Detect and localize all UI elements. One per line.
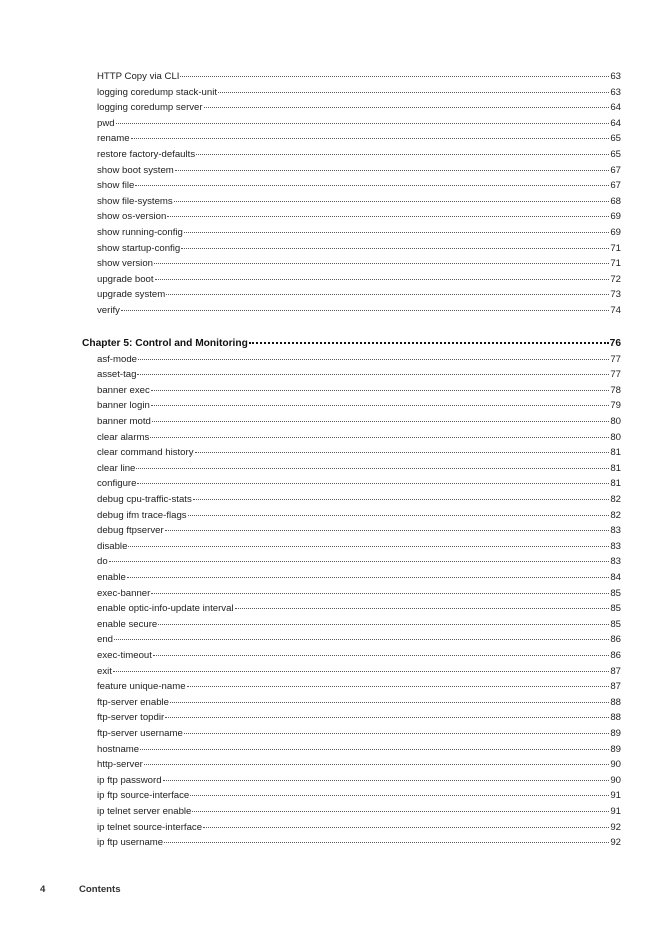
toc-entry-label: show os-version (97, 211, 167, 223)
toc-entry-page: 86 (610, 649, 621, 661)
toc-entry-label: ip ftp source-interface (97, 790, 190, 802)
toc-entry-page: 73 (610, 289, 621, 301)
toc-entry-label: show version (97, 258, 153, 270)
toc-entry[interactable] (97, 572, 621, 584)
toc-entry-page: 85 (610, 618, 621, 630)
toc-entry-label: show boot system (97, 164, 174, 176)
toc-entry-label: upgrade system (97, 289, 166, 301)
toc-entry-page: 69 (610, 227, 621, 238)
toc-entry[interactable] (97, 416, 621, 428)
dot-leader (164, 842, 609, 843)
toc-entry-label: ip ftp password (97, 774, 162, 786)
toc-entry-label: verify (97, 305, 120, 316)
dot-leader (131, 138, 610, 139)
toc-entry-label: clear alarms (97, 431, 150, 443)
toc-entry-label: enable secure (97, 618, 158, 630)
toc-entry[interactable] (97, 603, 621, 615)
toc-entry-page: 67 (610, 180, 621, 192)
toc-entry[interactable] (97, 541, 621, 553)
toc-entry-label: do (97, 556, 108, 568)
toc-entry-label: Chapter 5: Control and Monitoring (82, 338, 248, 349)
toc-entry-page: 91 (610, 805, 621, 817)
dot-leader (188, 515, 610, 516)
toc-entry-page: 84 (610, 571, 621, 583)
toc-entry[interactable] (97, 806, 621, 818)
toc-entry-page: 63 (610, 86, 621, 98)
toc-entry[interactable] (97, 289, 621, 301)
toc-entry[interactable] (97, 400, 621, 412)
toc-entry[interactable] (97, 478, 621, 490)
toc-entry-label: pwd (97, 117, 115, 129)
dot-leader (113, 671, 609, 672)
toc-entry-label: exec-timeout (97, 649, 152, 661)
toc-entry-page: 83 (610, 540, 621, 552)
toc-entry-label: clear line (97, 462, 136, 474)
toc-entry[interactable] (97, 775, 621, 787)
toc-entry-label: ftp-server enable (97, 696, 169, 708)
toc-entry-label: HTTP Copy via CLI (97, 71, 180, 82)
dot-leader (151, 390, 610, 391)
toc-entry-page: 92 (610, 821, 621, 833)
toc-entry[interactable] (97, 102, 621, 114)
toc-entry[interactable] (97, 133, 621, 145)
toc-entry-label: disable (97, 540, 128, 552)
toc-entry-page: 65 (610, 133, 621, 145)
toc-entry[interactable] (97, 510, 621, 522)
toc-entry[interactable] (97, 211, 621, 223)
toc-entry-page: 82 (610, 509, 621, 521)
toc-entry-page: 92 (610, 837, 621, 849)
toc-entry-page: 89 (610, 743, 621, 755)
dot-leader (184, 733, 609, 734)
toc-chapter-heading[interactable] (82, 338, 621, 350)
toc-entry-page: 71 (610, 258, 621, 270)
toc-entry[interactable] (97, 697, 621, 709)
toc-entry[interactable] (97, 634, 621, 646)
toc-entry[interactable] (97, 556, 621, 568)
toc-entry[interactable] (97, 712, 621, 724)
toc-entry[interactable] (97, 494, 621, 506)
toc-entry-label: enable (97, 571, 126, 583)
dot-leader (151, 405, 610, 406)
toc-entry-label: logging coredump server (97, 102, 203, 114)
toc-entry-label: rename (97, 133, 130, 145)
toc-entry-page: 82 (610, 493, 621, 505)
toc-entry[interactable] (97, 837, 621, 849)
dot-leader (204, 107, 610, 108)
dot-leader (196, 154, 609, 155)
toc-entry[interactable] (97, 274, 621, 286)
dot-leader (137, 483, 609, 484)
toc-entry-label: hostname (97, 743, 140, 755)
toc-entry-label: banner motd (97, 415, 151, 427)
toc-entry-page: 76 (609, 338, 621, 349)
dot-leader (190, 795, 609, 796)
dot-leader (140, 749, 609, 750)
toc-entry-label: configure (97, 478, 137, 490)
toc-entry[interactable] (97, 650, 621, 662)
toc-entry[interactable] (97, 180, 621, 192)
toc-entry[interactable] (97, 728, 621, 740)
toc-entry[interactable] (97, 354, 621, 366)
toc-entry-page: 80 (610, 415, 621, 427)
toc-entry-page: 81 (610, 447, 621, 459)
toc-entry-page: 77 (610, 369, 621, 381)
toc-entry-page: 65 (610, 149, 621, 160)
toc-entry[interactable] (97, 305, 621, 317)
toc-entry-label: show file-systems (97, 195, 173, 207)
toc-entry[interactable] (97, 822, 621, 834)
toc-entry-label: exit (97, 665, 112, 677)
toc-entry-page: 91 (610, 790, 621, 802)
toc-entry-page: 80 (610, 431, 621, 443)
dot-leader (184, 232, 609, 233)
toc-entry-page: 63 (610, 71, 621, 82)
toc-entry[interactable] (97, 432, 621, 444)
dot-leader (114, 639, 609, 640)
toc-entry[interactable] (97, 666, 621, 678)
toc-entry-page: 87 (610, 681, 621, 693)
toc-entry[interactable] (97, 681, 621, 693)
toc-entry-page: 74 (610, 305, 621, 316)
dot-leader (195, 452, 610, 453)
dot-leader (218, 92, 609, 93)
toc-entry-label: debug ifm trace-flags (97, 509, 187, 521)
dot-leader (181, 248, 609, 249)
toc-entry-page: 68 (610, 195, 621, 207)
toc-entry-label: ip telnet server enable (97, 805, 192, 817)
toc-entry[interactable] (97, 227, 621, 239)
dot-leader (153, 655, 609, 656)
toc-entry[interactable] (97, 759, 621, 771)
toc-entry[interactable] (97, 243, 621, 255)
toc-entry-label: debug cpu-traffic-stats (97, 493, 192, 505)
toc-entry-page: 85 (610, 587, 621, 599)
toc-entry-page: 67 (610, 164, 621, 176)
toc-entry[interactable] (97, 87, 621, 99)
dot-leader (138, 359, 609, 360)
toc-entry-page: 81 (610, 462, 621, 474)
dot-leader (180, 76, 609, 77)
toc-entry[interactable] (97, 196, 621, 208)
toc-entry[interactable] (97, 118, 621, 130)
toc-entry-page: 79 (610, 400, 621, 412)
dot-leader (136, 468, 609, 469)
toc-entry-label: show running-config (97, 227, 183, 238)
toc-entry-page: 90 (610, 774, 621, 786)
toc-entry-label: ftp-server topdir (97, 712, 165, 724)
toc-entry[interactable] (97, 149, 621, 161)
toc-entry-label: exec-banner (97, 587, 151, 599)
toc-entry-label: ip telnet source-interface (97, 821, 203, 833)
toc-entry-label: logging coredump stack-unit (97, 86, 217, 98)
toc-entry-page: 83 (610, 525, 621, 537)
dot-leader (151, 593, 609, 594)
toc-entry[interactable] (97, 258, 621, 270)
toc-entry[interactable] (97, 790, 621, 802)
dot-leader (135, 185, 609, 186)
toc-entry-page: 86 (610, 634, 621, 646)
toc-entry-label: banner exec (97, 384, 150, 396)
toc-entry[interactable] (97, 463, 621, 475)
dot-leader (235, 608, 610, 609)
toc-entry-page: 85 (610, 603, 621, 615)
toc-entry[interactable] (97, 525, 621, 537)
toc-entry-page: 64 (610, 102, 621, 114)
toc-entry-label: http-server (97, 759, 143, 771)
toc-entry-page: 81 (610, 478, 621, 490)
toc-entry[interactable] (97, 71, 621, 83)
toc-entry-label: clear command history (97, 447, 194, 459)
toc-entry-page: 69 (610, 211, 621, 223)
dot-leader (175, 170, 610, 171)
toc-entry-label: feature unique-name (97, 681, 186, 693)
toc-entry[interactable] (97, 588, 621, 600)
dot-leader (167, 216, 609, 217)
dot-leader (128, 546, 609, 547)
dot-leader (116, 123, 610, 124)
toc-entry-page: 64 (610, 117, 621, 129)
toc-entry-label: show startup-config (97, 242, 181, 254)
dot-leader (109, 561, 610, 562)
toc-entry-label: debug ftpserver (97, 525, 164, 537)
dot-leader (152, 421, 609, 422)
toc-entry-page: 88 (610, 712, 621, 724)
toc-entry-page: 77 (610, 353, 621, 365)
toc-entry-label: show file (97, 180, 135, 192)
dot-leader (174, 201, 610, 202)
dot-leader (192, 811, 609, 812)
toc-entry-label: ip ftp username (97, 837, 164, 849)
dot-leader (158, 624, 609, 625)
dot-leader (170, 702, 609, 703)
toc-entry-label: ftp-server username (97, 727, 183, 739)
toc-entry-label: restore factory-defaults (97, 149, 196, 160)
dot-leader (144, 764, 609, 765)
toc-entry-label: enable optic-info-update interval (97, 603, 234, 615)
toc-entry-label: asset-tag (97, 369, 137, 381)
dot-leader (150, 437, 609, 438)
toc-entry[interactable] (97, 165, 621, 177)
dot-leader (155, 279, 610, 280)
dot-leader (165, 717, 609, 718)
toc-entry-page: 78 (610, 384, 621, 396)
dot-leader (187, 686, 610, 687)
dot-leader (166, 294, 609, 295)
dot-leader (137, 374, 609, 375)
toc-entry[interactable] (97, 744, 621, 756)
dot-leader (154, 263, 609, 264)
toc-entry-page: 90 (610, 759, 621, 771)
dot-leader (121, 310, 609, 311)
toc-entry-page: 71 (610, 242, 621, 254)
dot-leader (203, 827, 609, 828)
toc-entry-page: 89 (610, 727, 621, 739)
toc-entry-label: end (97, 634, 114, 646)
dot-leader (249, 342, 609, 344)
toc-entry[interactable] (97, 369, 621, 381)
toc-entry-label: upgrade boot (97, 273, 154, 285)
toc-entry-page: 72 (610, 273, 621, 285)
toc-entry-page: 87 (610, 665, 621, 677)
dot-leader (127, 577, 610, 578)
toc-entry[interactable] (97, 385, 621, 397)
toc-entry-label: asf-mode (97, 353, 137, 365)
dot-leader (163, 780, 610, 781)
dot-leader (165, 530, 610, 531)
toc-entry-label: banner login (97, 400, 150, 412)
toc-entry[interactable] (97, 619, 621, 631)
toc-entry-page: 83 (610, 556, 621, 568)
footer-page-number: 4 (40, 884, 46, 895)
toc-entry-page: 88 (610, 696, 621, 708)
footer-section-title: Contents (79, 884, 121, 895)
toc-entry[interactable] (97, 447, 621, 459)
dot-leader (193, 499, 610, 500)
